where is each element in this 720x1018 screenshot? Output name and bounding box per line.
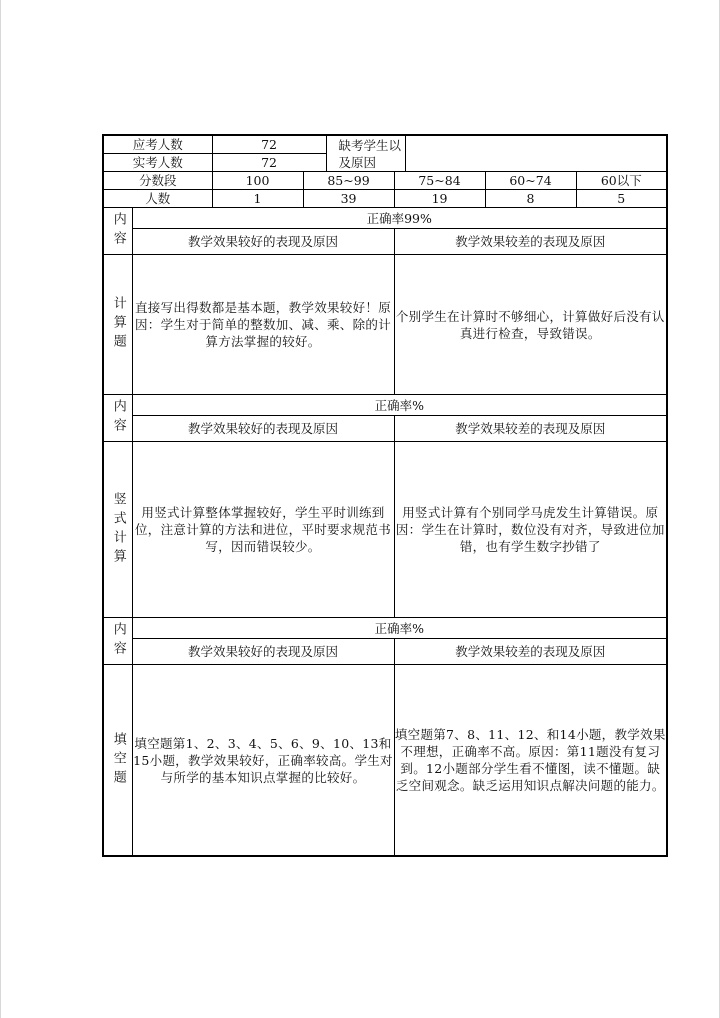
poor-performance-text: 个别学生在计算时不够细心，计算做好后没有认真进行检查，导致错误。 [394,255,667,395]
student-count-cell: 19 [394,190,485,208]
exam-analysis-table [102,134,668,857]
section-name: 填空题 [103,665,132,857]
section-content-label: 内容 [103,618,132,665]
section-name: 计算题 [103,255,132,395]
accuracy-rate: 正确率% [132,618,667,639]
planned-count-label: 应考人数 [103,135,212,154]
score-range-cell: 100 [212,172,303,190]
score-range-cell: 75~84 [394,172,485,190]
poor-performance-text: 填空题第7、8、11、12、和14小题，教学效果不理想，正确率不高。原因：第11题没有复习到。12小题部分学生看不懂图，读不懂题。缺乏空间观念。缺乏运用知识点解决问题的能力。 [394,665,667,857]
good-performance-header: 教学效果较好的表现及原因 [132,229,394,255]
poor-performance-header: 教学效果较差的表现及原因 [394,416,667,442]
poor-performance-header: 教学效果较差的表现及原因 [394,639,667,665]
section-name: 竖式计算 [103,442,132,618]
actual-count-label: 实考人数 [103,154,212,172]
score-range-cell: 85~99 [303,172,394,190]
poor-performance-text: 用竖式计算有个别同学马虎发生计算错误。原因：学生在计算时，数位没有对齐，导致进位加错，也有学生数字抄错了 [394,442,667,618]
good-performance-header: 教学效果较好的表现及原因 [132,416,394,442]
accuracy-rate: 正确率% [132,395,667,416]
student-count-cell: 39 [303,190,394,208]
section-content-label: 内容 [103,395,132,442]
student-count-cell: 5 [576,190,667,208]
actual-count-value: 72 [212,154,326,172]
accuracy-rate: 正确率99% [132,208,667,229]
poor-performance-header: 教学效果较差的表现及原因 [394,229,667,255]
section-content-label: 内容 [103,208,132,255]
score-range-cell: 60以下 [576,172,667,190]
good-performance-text: 填空题第1、2、3、4、5、6、9、10、13和15小题，教学效果较好，正确率较高。学生对与所学的基本知识点掌握的比较好。 [132,665,394,857]
student-count-cell: 8 [485,190,576,208]
student-count-cell: 1 [212,190,303,208]
good-performance-header: 教学效果较好的表现及原因 [132,639,394,665]
good-performance-text: 用竖式计算整体掌握较好，学生平时训练到位，注意计算的方法和进位，平时要求规范书写，因而错误较少。 [132,442,394,618]
page-edge-left [0,0,1,1018]
absent-students-label: 缺考学生以及原因 [326,135,405,172]
planned-count-value: 72 [212,135,326,154]
student-count-label: 人数 [103,190,212,208]
score-range-label: 分数段 [103,172,212,190]
good-performance-text: 直接写出得数都是基本题，教学效果较好！原因：学生对于简单的整数加、减、乘、除的计算方法掌握的较好。 [132,255,394,395]
absent-students-value [405,135,667,172]
score-range-cell: 60~74 [485,172,576,190]
